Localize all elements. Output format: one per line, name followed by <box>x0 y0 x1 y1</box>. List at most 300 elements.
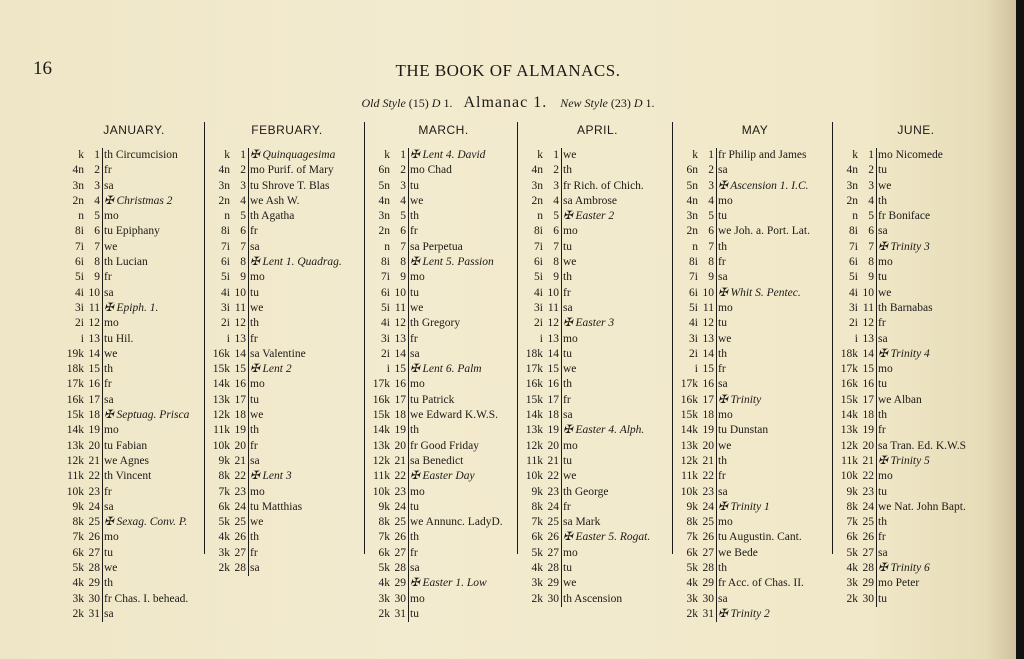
day-number: 4 <box>868 194 874 207</box>
day-number: 28 <box>702 562 714 575</box>
calendar-row <box>368 576 519 591</box>
column-separator <box>364 122 365 554</box>
day-entry: tu <box>878 592 887 605</box>
day-entry: sa <box>878 332 888 345</box>
day-number: 17 <box>234 393 246 406</box>
day-number: 27 <box>234 546 246 559</box>
day-entry: we <box>718 332 732 345</box>
calendar-row <box>208 240 366 255</box>
day-entry: tu <box>250 286 259 299</box>
calendar-row <box>368 515 519 530</box>
day-entry: mo <box>563 332 578 345</box>
day-letter: 15k <box>372 409 390 422</box>
day-number: 10 <box>547 286 559 299</box>
day-letter: 12k <box>66 454 84 467</box>
day-entry: fr <box>718 363 726 376</box>
month-heading: FEBRUARY. <box>251 123 323 137</box>
day-number: 13 <box>862 332 874 345</box>
day-number: 11 <box>394 301 406 314</box>
day-number: 19 <box>702 424 714 437</box>
day-letter: 9k <box>686 500 698 513</box>
day-entry: tu Fabian <box>104 439 148 452</box>
calendar-row <box>208 347 366 362</box>
calendar-row <box>208 546 366 561</box>
day-number: 2 <box>868 164 874 177</box>
day-number: 22 <box>862 470 874 483</box>
day-entry: fr <box>563 500 571 513</box>
day-number: 7 <box>94 240 100 253</box>
calendar-row <box>521 393 674 408</box>
calendar-row <box>676 592 834 607</box>
day-letter: 7k <box>72 531 84 544</box>
day-letter: i <box>226 332 230 345</box>
day-entry: th <box>250 317 259 330</box>
day-entry: ✠ Easter 1. Low <box>410 577 487 590</box>
running-head: THE BOOK OF ALMANACS. <box>395 61 621 80</box>
calendar-row <box>521 240 674 255</box>
day-number: 27 <box>547 546 559 559</box>
calendar-row <box>368 393 519 408</box>
day-number: 1 <box>553 149 559 161</box>
day-number: 9 <box>94 271 100 284</box>
day-number: 5 <box>400 210 406 223</box>
calendar-row <box>521 515 674 530</box>
day-entry: th <box>250 531 259 544</box>
day-entry: we <box>563 577 577 590</box>
day-entry: mo <box>250 271 265 284</box>
day-entry: th <box>718 562 727 575</box>
day-entry: tu <box>718 210 727 223</box>
calendar-row <box>521 255 674 270</box>
day-letter: 19k <box>66 347 84 360</box>
day-entry: ✠ Lent 1. Quadrag. <box>250 256 342 269</box>
day-number: 17 <box>394 393 406 406</box>
calendar-row <box>521 423 674 438</box>
calendar-row <box>836 347 996 362</box>
day-entry: mo <box>250 378 265 391</box>
month-heading: MAY <box>741 123 769 137</box>
day-entry: th Vincent <box>104 470 152 483</box>
calendar-row <box>836 286 996 301</box>
calendar-row <box>521 194 674 209</box>
calendar-row <box>676 393 834 408</box>
day-number: 26 <box>862 531 874 544</box>
day-letter: 3n <box>378 210 390 223</box>
day-letter: 16k <box>212 347 230 360</box>
calendar-row <box>521 469 674 484</box>
calendar-row <box>676 255 834 270</box>
day-entry: th <box>718 454 727 467</box>
day-letter: 11k <box>67 470 84 483</box>
day-entry: th <box>563 164 572 177</box>
day-number: 18 <box>394 409 406 422</box>
day-number: 21 <box>394 454 406 467</box>
day-letter: 4n <box>378 194 390 207</box>
day-letter: 9k <box>846 485 858 498</box>
day-entry: sa <box>104 393 114 406</box>
day-number: 13 <box>88 332 100 345</box>
day-letter: 16k <box>372 393 390 406</box>
day-entry: th <box>878 194 887 207</box>
day-number: 25 <box>234 516 246 529</box>
day-number: 15 <box>547 363 559 376</box>
day-letter: 14k <box>66 424 84 437</box>
new-dominical-number: 1. <box>645 96 655 110</box>
day-letter: 11k <box>373 470 390 483</box>
day-entry: we Bede <box>718 546 758 559</box>
calendar-row <box>368 530 519 545</box>
old-dominical-number: 1. <box>443 96 453 110</box>
calendar-row <box>676 576 834 591</box>
day-letter: 3k <box>218 546 230 559</box>
day-entry: fr <box>718 470 726 483</box>
day-entry: we <box>410 194 424 207</box>
calendar-row <box>208 485 366 500</box>
day-letter: 8i <box>849 225 858 238</box>
day-number: 11 <box>547 301 559 314</box>
day-number: 9 <box>868 271 874 284</box>
day-letter: 2i <box>75 317 84 330</box>
day-entry: ✠ Trinity 3 <box>878 240 930 253</box>
day-number: 16 <box>88 378 100 391</box>
day-number: 30 <box>702 592 714 605</box>
calendar-row <box>62 224 206 239</box>
calendar-row <box>62 607 206 622</box>
day-entry: th <box>410 424 419 437</box>
day-letter: 7i <box>849 240 858 253</box>
day-letter: 12k <box>372 454 390 467</box>
day-entry: th <box>250 424 259 437</box>
day-letter: 7k <box>378 531 390 544</box>
day-entry: tu <box>410 286 419 299</box>
calendar-row <box>521 270 674 285</box>
day-number: 7 <box>553 240 559 253</box>
day-number: 12 <box>88 317 100 330</box>
calendar-row <box>368 332 519 347</box>
calendar-row <box>208 408 366 423</box>
day-entry: tu Patrick <box>410 393 455 406</box>
column-inner-rule <box>876 148 877 607</box>
column-inner-rule <box>102 148 103 622</box>
day-number: 28 <box>88 562 100 575</box>
calendar-row <box>208 316 366 331</box>
day-entry: mo <box>104 424 119 437</box>
day-entry: th George <box>563 485 609 498</box>
day-number: 21 <box>547 454 559 467</box>
day-letter: n <box>384 240 390 253</box>
calendar-row <box>836 500 996 515</box>
day-letter: 3i <box>689 332 698 345</box>
day-letter: 2i <box>221 317 230 330</box>
day-letter: 14k <box>525 409 543 422</box>
day-letter: 9k <box>72 500 84 513</box>
day-letter: 4i <box>381 317 390 330</box>
day-number: 6 <box>94 225 100 238</box>
day-entry: th <box>718 240 727 253</box>
day-entry: we <box>104 562 118 575</box>
day-entry: sa <box>563 301 573 314</box>
calendar-row <box>836 408 996 423</box>
calendar-row <box>62 469 206 484</box>
day-letter: k <box>852 149 858 161</box>
calendar-row <box>62 301 206 316</box>
day-entry: tu <box>878 378 887 391</box>
day-number: 14 <box>547 347 559 360</box>
day-entry: tu Hil. <box>104 332 134 345</box>
day-entry: tu <box>250 393 259 406</box>
day-letter: 6i <box>534 256 543 269</box>
calendar-row <box>368 546 519 561</box>
calendar-row <box>368 485 519 500</box>
day-number: 20 <box>394 439 406 452</box>
almanac-title: Almanac 1. <box>463 94 548 111</box>
day-entry: ✠ Whit S. Pentec. <box>718 286 801 299</box>
column-inner-rule <box>716 148 717 622</box>
calendar-row <box>836 423 996 438</box>
day-number: 21 <box>862 454 874 467</box>
day-letter: 17k <box>840 363 858 376</box>
calendar-row <box>676 362 834 377</box>
day-entry: mo <box>718 194 733 207</box>
day-entry: fr <box>878 424 886 437</box>
calendar-row <box>676 607 834 622</box>
day-entry: we Ash W. <box>250 194 300 207</box>
day-number: 13 <box>234 332 246 345</box>
day-entry: sa <box>104 607 114 620</box>
day-entry: sa <box>718 271 728 284</box>
calendar-row <box>836 194 996 209</box>
day-entry: fr <box>878 317 886 330</box>
day-entry: ✠ Easter Day <box>410 470 475 483</box>
day-entry: fr <box>718 256 726 269</box>
calendar-row <box>836 515 996 530</box>
day-letter: 4k <box>686 577 698 590</box>
calendar-row <box>836 530 996 545</box>
calendar-row <box>676 270 834 285</box>
day-letter: 7k <box>218 485 230 498</box>
day-number: 20 <box>862 439 874 452</box>
column-separator <box>832 122 833 554</box>
calendar-row <box>676 194 834 209</box>
day-number: 16 <box>547 378 559 391</box>
day-entry: tu <box>878 271 887 284</box>
calendar-row <box>368 209 519 224</box>
day-number: 19 <box>862 424 874 437</box>
day-number: 31 <box>88 607 100 620</box>
day-entry: ✠ Trinity 1 <box>718 500 770 513</box>
day-entry: th <box>104 363 113 376</box>
day-entry: sa <box>250 562 260 575</box>
day-entry: tu <box>410 179 419 192</box>
day-entry: th <box>104 577 113 590</box>
calendar-row <box>676 224 834 239</box>
day-entry: mo <box>410 378 425 391</box>
day-entry: mo <box>410 592 425 605</box>
day-entry: mo <box>878 363 893 376</box>
day-letter: 5k <box>378 562 390 575</box>
day-number: 26 <box>394 531 406 544</box>
day-letter: 3i <box>381 332 390 345</box>
calendar-row <box>208 224 366 239</box>
calendar-row <box>62 439 206 454</box>
day-number: 5 <box>708 210 714 223</box>
day-number: 18 <box>88 409 100 422</box>
day-entry: ✠ Lent 3 <box>250 470 292 483</box>
calendar-row <box>676 469 834 484</box>
day-entry: fr Acc. of Chas. II. <box>718 577 804 590</box>
day-letter: 14k <box>212 378 230 391</box>
day-entry: sa Mark <box>563 516 601 529</box>
day-number: 22 <box>702 470 714 483</box>
day-number: 7 <box>868 240 874 253</box>
calendar-row <box>208 270 366 285</box>
day-number: 15 <box>394 363 406 376</box>
day-letter: 2n <box>72 194 84 207</box>
day-number: 31 <box>702 607 714 620</box>
calendar-row <box>836 469 996 484</box>
calendar-row <box>676 439 834 454</box>
day-letter: 8k <box>531 500 543 513</box>
day-number: 11 <box>702 301 714 314</box>
day-number: 24 <box>702 500 714 513</box>
day-letter: 2i <box>381 347 390 360</box>
calendar-row <box>368 439 519 454</box>
calendar-row <box>521 561 674 576</box>
day-letter: 2n <box>686 225 698 238</box>
day-letter: 2k <box>378 607 390 620</box>
day-entry: tu <box>563 347 572 360</box>
day-entry: mo <box>718 409 733 422</box>
day-number: 2 <box>94 164 100 177</box>
day-entry: ✠ Lent 2 <box>250 363 292 376</box>
day-number: 18 <box>547 409 559 422</box>
day-number: 12 <box>547 317 559 330</box>
day-entry: ✠ Easter 2 <box>563 210 615 223</box>
day-letter: 3k <box>531 577 543 590</box>
day-letter: 17k <box>680 378 698 391</box>
calendar-row <box>208 561 366 576</box>
calendar-row <box>62 332 206 347</box>
day-letter: 7i <box>534 240 543 253</box>
calendar-row <box>368 561 519 576</box>
day-number: 6 <box>240 225 246 238</box>
calendar-row <box>208 439 366 454</box>
day-letter: 2i <box>689 347 698 360</box>
day-entry: sa Ambrose <box>563 194 617 207</box>
month-column-3 <box>521 120 674 607</box>
day-number: 14 <box>234 347 246 360</box>
day-letter: 3n <box>531 179 543 192</box>
day-entry: fr <box>250 439 258 452</box>
day-letter: 3k <box>846 577 858 590</box>
day-letter: 10k <box>66 485 84 498</box>
calendar-row <box>836 546 996 561</box>
calendar-row <box>208 393 366 408</box>
calendar-row <box>62 362 206 377</box>
day-letter: 16k <box>66 393 84 406</box>
day-entry: fr Rich. of Chich. <box>563 179 644 192</box>
day-entry: mo Peter <box>878 577 920 590</box>
day-entry: th Barnabas <box>878 301 933 314</box>
day-entry: th <box>878 516 887 529</box>
calendar-row <box>836 316 996 331</box>
day-number: 1 <box>240 149 246 161</box>
day-entry: ✠ Lent 6. Palm <box>410 363 482 376</box>
day-entry: sa <box>718 164 728 177</box>
day-number: 23 <box>702 485 714 498</box>
calendar-row <box>62 454 206 469</box>
day-letter: 8i <box>221 225 230 238</box>
day-letter: 14k <box>840 409 858 422</box>
day-letter: 6k <box>531 531 543 544</box>
calendar-row <box>62 148 206 163</box>
day-number: 7 <box>400 240 406 253</box>
day-entry: th Agatha <box>250 210 295 223</box>
day-letter: k <box>384 149 390 161</box>
day-entry: we <box>563 470 577 483</box>
day-entry: sa <box>718 485 728 498</box>
calendar-row <box>676 209 834 224</box>
calendar-row <box>62 592 206 607</box>
day-number: 9 <box>240 271 246 284</box>
day-number: 6 <box>868 225 874 238</box>
day-letter: 8k <box>378 516 390 529</box>
calendar-row <box>208 286 366 301</box>
calendar-row <box>676 316 834 331</box>
day-number: 16 <box>862 378 874 391</box>
day-letter: n <box>537 210 543 223</box>
day-entry: sa <box>104 179 114 192</box>
day-letter: 15k <box>680 409 698 422</box>
calendar-row <box>368 607 519 622</box>
day-letter: 8i <box>75 225 84 238</box>
day-entry: fr <box>410 225 418 238</box>
day-number: 15 <box>702 363 714 376</box>
day-number: 24 <box>547 500 559 513</box>
day-number: 27 <box>394 546 406 559</box>
calendar-row <box>521 500 674 515</box>
day-number: 11 <box>88 301 100 314</box>
day-number: 12 <box>234 317 246 330</box>
day-number: 23 <box>88 485 100 498</box>
day-letter: 4k <box>846 562 858 575</box>
day-entry: tu Dunstan <box>718 424 769 437</box>
day-number: 5 <box>553 210 559 223</box>
calendar-row <box>521 530 674 545</box>
calendar-row <box>62 179 206 194</box>
day-entry: ✠ Sexag. Conv. P. <box>104 516 188 529</box>
day-entry: ✠ Christmas 2 <box>104 194 173 207</box>
day-entry: mo <box>104 210 119 223</box>
new-dominical-letter: D <box>633 96 643 110</box>
calendar-row <box>368 316 519 331</box>
day-letter: 3n <box>218 179 230 192</box>
calendar-row <box>836 148 996 163</box>
day-letter: 5i <box>534 271 543 284</box>
day-number: 20 <box>234 439 246 452</box>
calendar-row <box>368 148 519 163</box>
month-column-5 <box>836 120 996 607</box>
calendar-row <box>836 209 996 224</box>
calendar-row <box>836 576 996 591</box>
day-number: 3 <box>400 179 406 192</box>
day-number: 3 <box>868 179 874 192</box>
calendar-row <box>62 393 206 408</box>
calendar-row <box>208 148 366 163</box>
day-entry: tu <box>563 562 572 575</box>
day-entry: mo Chad <box>410 164 452 177</box>
day-number: 25 <box>394 516 406 529</box>
